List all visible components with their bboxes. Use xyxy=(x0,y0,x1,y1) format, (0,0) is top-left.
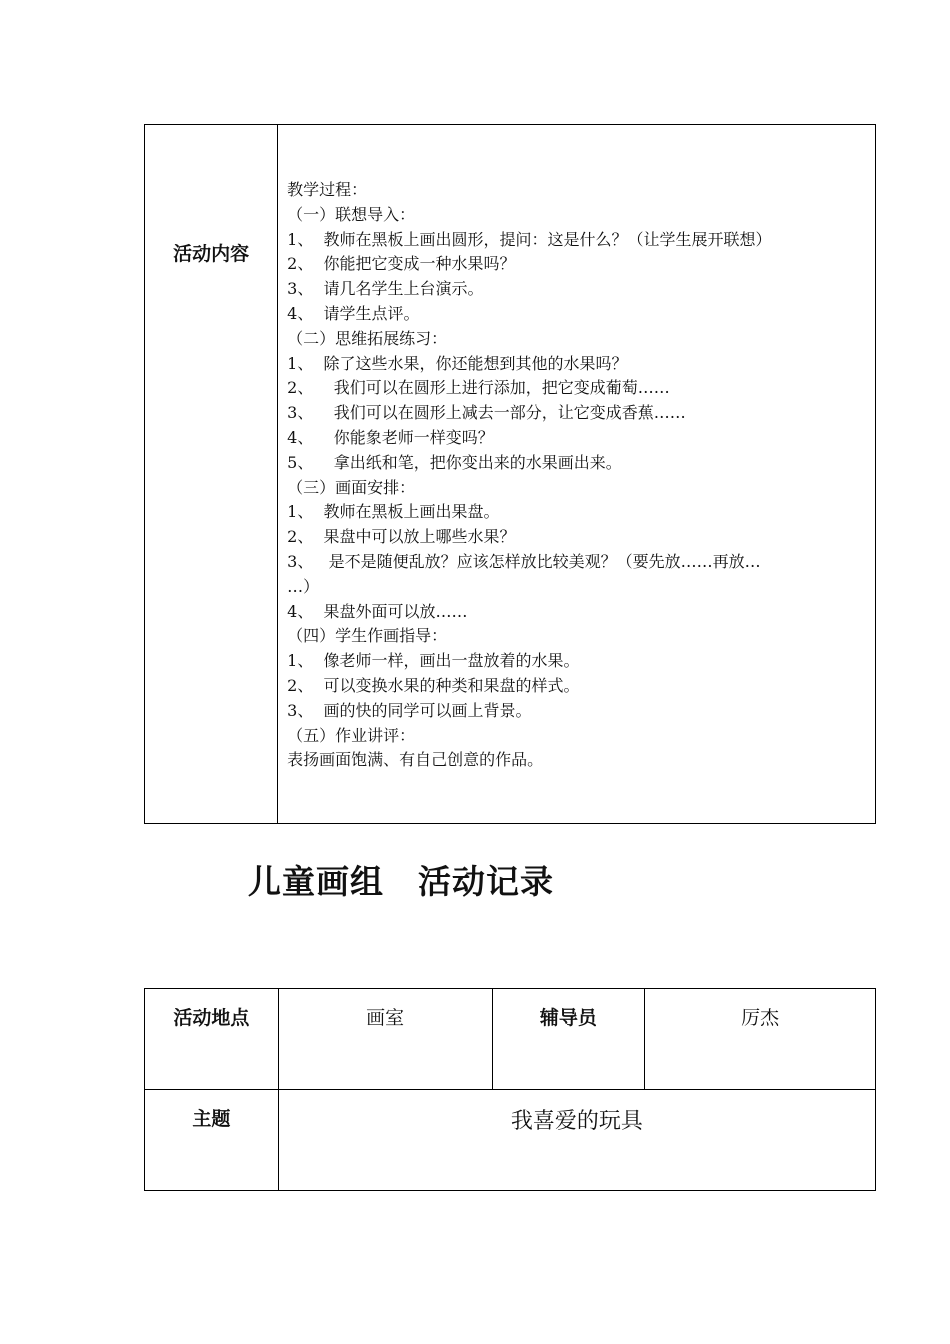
theme-label: 主题 xyxy=(145,1090,279,1191)
counselor-label: 辅导员 xyxy=(492,989,645,1090)
content-line: 4、 果盘外面可以放…… xyxy=(287,601,468,621)
content-line: （一）联想导入： xyxy=(287,204,416,224)
content-line: 2、 我们可以在圆形上进行添加，把它变成葡萄…… xyxy=(287,378,670,398)
activity-content-body xyxy=(278,125,876,824)
content-line: 1、 像老师一样，画出一盘放着的水果。 xyxy=(287,651,580,671)
activity-info-table xyxy=(144,988,876,1191)
table-row xyxy=(145,989,876,1090)
content-line: 教学过程： xyxy=(287,180,368,199)
activity-content-label: 活动内容 xyxy=(145,125,278,824)
content-line: （四）学生作画指导： xyxy=(287,626,448,646)
theme-value: 我喜爱的玩具 xyxy=(278,1090,875,1191)
page-title: 儿童画组 活动记录 xyxy=(248,862,554,901)
table-row xyxy=(145,125,876,824)
content-line: 3、 是不是随便乱放？应该怎样放比较美观？（要先放……再放… xyxy=(287,551,761,571)
content-line: 2、 果盘中可以放上哪些水果？ xyxy=(287,527,516,547)
content-line: 5、 拿出纸和笔，把你变出来的水果画出来。 xyxy=(287,452,622,472)
table-row xyxy=(145,1090,876,1191)
content-line: …） xyxy=(287,576,320,596)
content-line: （三）画面安排： xyxy=(287,477,416,497)
counselor-value: 厉杰 xyxy=(645,989,876,1090)
location-value: 画室 xyxy=(278,989,492,1090)
content-line: 3、 画的快的同学可以画上背景。 xyxy=(287,700,532,720)
content-line: 4、 你能象老师一样变吗？ xyxy=(287,427,494,447)
content-line: 2、 可以变换水果的种类和果盘的样式。 xyxy=(287,675,580,695)
content-line: 2、 你能把它变成一种水果吗？ xyxy=(287,254,516,274)
activity-content-table xyxy=(144,124,876,824)
content-line: 3、 我们可以在圆形上减去一部分，让它变成香蕉…… xyxy=(287,403,686,423)
content-line: （二）思维拓展练习： xyxy=(287,328,448,348)
content-line: 表扬画面饱满、有自己创意的作品。 xyxy=(287,750,544,770)
location-label: 活动地点 xyxy=(145,989,279,1090)
content-line: 1、 除了这些水果，你还能想到其他的水果吗？ xyxy=(287,353,628,373)
content-line: 1、 教师在黑板上画出果盘。 xyxy=(287,502,500,522)
content-line: 1、 教师在黑板上画出圆形，提问：这是什么？（让学生展开联想） xyxy=(287,229,772,249)
content-line: （五）作业讲评： xyxy=(287,725,416,745)
content-line: 3、 请几名学生上台演示。 xyxy=(287,279,484,299)
content-line: 4、 请学生点评。 xyxy=(287,303,420,323)
